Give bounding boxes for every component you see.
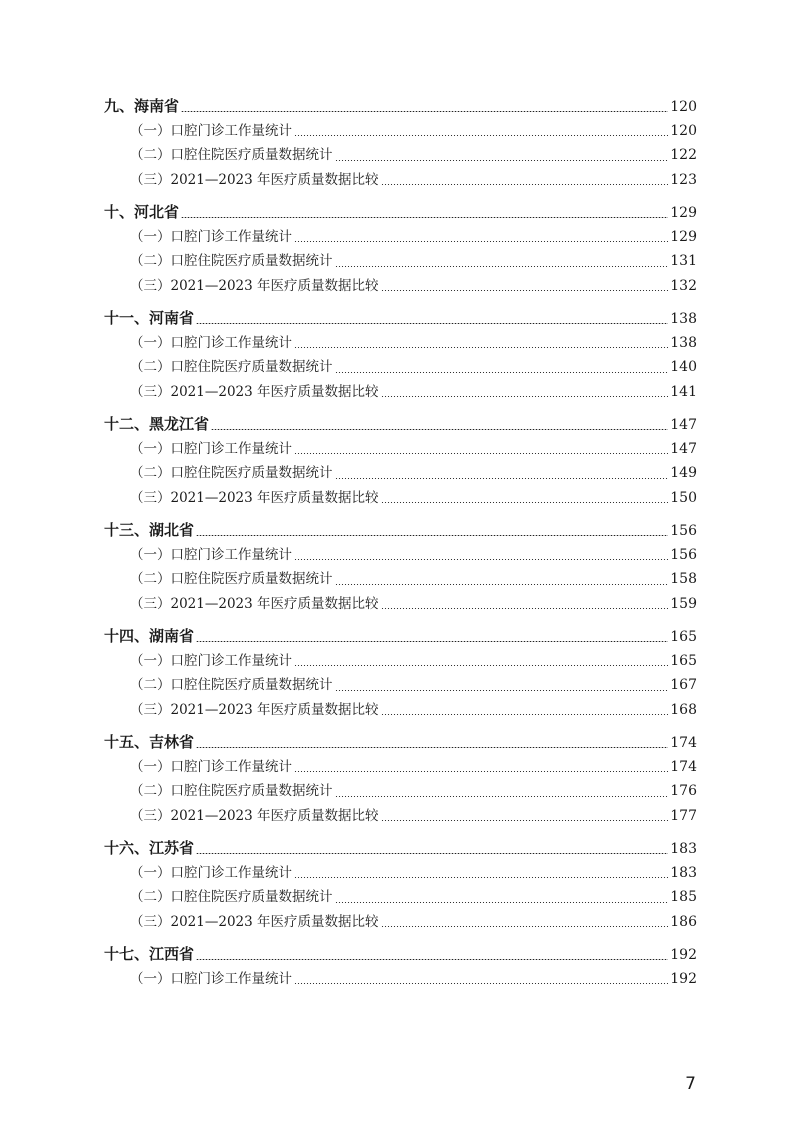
table-of-contents	[104, 94, 697, 991]
toc-subsection-entry[interactable]	[104, 119, 697, 144]
toc-leader-dots	[335, 372, 669, 373]
toc-subsection-page: 147	[670, 440, 697, 457]
toc-leader-dots	[181, 111, 668, 112]
toc-leader-dots	[381, 820, 669, 821]
toc-section-entry[interactable]	[104, 730, 697, 755]
toc-section-entry[interactable]	[104, 200, 697, 225]
toc-subsection-page: 168	[670, 701, 697, 718]
toc-subsection-entry[interactable]	[104, 967, 697, 992]
toc-subsection-page: 176	[670, 783, 697, 799]
toc-subsection-page: 185	[670, 889, 697, 905]
toc-subsection-page: 132	[670, 277, 697, 294]
toc-subsection-entry[interactable]	[104, 673, 697, 698]
toc-section-page: 183	[670, 841, 697, 857]
toc-subsection-title: （一）口腔门诊工作量统计	[130, 652, 292, 669]
toc-subsection-entry[interactable]	[104, 543, 697, 568]
toc-section-title: 十五、吉林省	[104, 733, 195, 751]
toc-subsection-entry[interactable]	[104, 592, 697, 617]
toc-leader-dots	[335, 796, 669, 797]
toc-leader-dots	[381, 290, 669, 291]
toc-subsection-title: （二）口腔住院医疗质量数据统计	[130, 783, 333, 799]
toc-leader-dots	[335, 584, 669, 585]
toc-section-entry[interactable]	[104, 518, 697, 543]
toc-leader-dots	[294, 771, 668, 772]
toc-subsection-page: 183	[670, 864, 697, 881]
toc-subsection-title: （二）口腔住院医疗质量数据统计	[130, 359, 333, 375]
toc-subsection-entry[interactable]	[104, 755, 697, 780]
toc-subsection-page: 131	[670, 253, 697, 269]
toc-section-title: 十四、湖南省	[104, 627, 195, 645]
toc-subsection-title: （一）口腔门诊工作量统计	[130, 228, 292, 245]
toc-section-title: 十七、江西省	[104, 945, 195, 963]
toc-section-title: 九、海南省	[104, 97, 180, 115]
toc-subsection-title: （三）2021—2023 年医疗质量数据比较	[130, 277, 379, 294]
toc-section-entry[interactable]	[104, 624, 697, 649]
toc-section-page: 174	[670, 735, 697, 751]
toc-subsection-title: （二）口腔住院医疗质量数据统计	[130, 465, 333, 481]
toc-section-page: 129	[670, 205, 697, 221]
toc-leader-dots	[294, 665, 668, 666]
toc-subsection-title: （二）口腔住院医疗质量数据统计	[130, 147, 333, 163]
toc-leader-dots	[294, 559, 668, 560]
toc-leader-dots	[294, 983, 668, 984]
toc-section-page: 147	[670, 417, 697, 433]
toc-subsection-entry[interactable]	[104, 698, 697, 723]
toc-section-entry[interactable]	[104, 306, 697, 331]
toc-subsection-entry[interactable]	[104, 331, 697, 356]
toc-leader-dots	[381, 608, 669, 609]
toc-subsection-entry[interactable]	[104, 437, 697, 462]
toc-subsection-title: （三）2021—2023 年医疗质量数据比较	[130, 383, 379, 400]
toc-subsection-entry[interactable]	[104, 274, 697, 299]
toc-subsection-entry[interactable]	[104, 910, 697, 935]
toc-subsection-title: （一）口腔门诊工作量统计	[130, 970, 292, 987]
toc-subsection-page: 123	[670, 171, 697, 188]
toc-subsection-entry[interactable]	[104, 380, 697, 405]
toc-leader-dots	[181, 217, 668, 218]
toc-subsection-title: （三）2021—2023 年医疗质量数据比较	[130, 807, 379, 824]
toc-subsection-title: （一）口腔门诊工作量统计	[130, 334, 292, 351]
toc-subsection-page: 174	[670, 758, 697, 775]
toc-leader-dots	[381, 926, 669, 927]
toc-subsection-entry[interactable]	[104, 567, 697, 592]
toc-subsection-title: （一）口腔门诊工作量统计	[130, 758, 292, 775]
toc-leader-dots	[335, 160, 669, 161]
toc-section-title: 十三、湖北省	[104, 521, 195, 539]
toc-leader-dots	[335, 902, 669, 903]
toc-section-page: 165	[670, 629, 697, 645]
toc-section-page: 192	[670, 947, 697, 963]
toc-subsection-entry[interactable]	[104, 143, 697, 168]
toc-subsection-entry[interactable]	[104, 649, 697, 674]
toc-leader-dots	[294, 347, 668, 348]
toc-subsection-page: 186	[670, 913, 697, 930]
toc-leader-dots	[294, 241, 668, 242]
toc-subsection-title: （一）口腔门诊工作量统计	[130, 122, 292, 139]
toc-subsection-page: 149	[670, 465, 697, 481]
toc-subsection-page: 138	[670, 334, 697, 351]
toc-section-page: 156	[670, 523, 697, 539]
toc-subsection-page: 122	[670, 147, 697, 163]
toc-subsection-entry[interactable]	[104, 168, 697, 193]
toc-subsection-title: （二）口腔住院医疗质量数据统计	[130, 571, 333, 587]
toc-subsection-title: （三）2021—2023 年医疗质量数据比较	[130, 595, 379, 612]
toc-subsection-entry[interactable]	[104, 885, 697, 910]
toc-section-page: 120	[670, 99, 697, 115]
toc-subsection-page: 192	[670, 970, 697, 987]
toc-subsection-entry[interactable]	[104, 249, 697, 274]
toc-leader-dots	[294, 877, 668, 878]
toc-leader-dots	[196, 959, 668, 960]
toc-leader-dots	[335, 690, 669, 691]
toc-section-entry[interactable]	[104, 412, 697, 437]
toc-leader-dots	[196, 747, 668, 748]
toc-leader-dots	[196, 323, 668, 324]
toc-subsection-title: （三）2021—2023 年医疗质量数据比较	[130, 171, 379, 188]
toc-subsection-entry[interactable]	[104, 355, 697, 380]
toc-leader-dots	[381, 396, 669, 397]
toc-subsection-entry[interactable]	[104, 461, 697, 486]
toc-leader-dots	[381, 714, 669, 715]
toc-subsection-page: 167	[670, 677, 697, 693]
toc-section-page: 138	[670, 311, 697, 327]
toc-subsection-page: 140	[670, 359, 697, 375]
toc-subsection-title: （一）口腔门诊工作量统计	[130, 440, 292, 457]
toc-section-title: 十二、黑龙江省	[104, 415, 210, 433]
toc-section-entry[interactable]	[104, 94, 697, 119]
toc-section-title: 十、河北省	[104, 203, 180, 221]
toc-subsection-entry[interactable]	[104, 225, 697, 250]
toc-leader-dots	[381, 502, 669, 503]
toc-subsection-title: （三）2021—2023 年医疗质量数据比较	[130, 701, 379, 718]
toc-leader-dots	[335, 478, 669, 479]
toc-subsection-entry[interactable]	[104, 486, 697, 511]
toc-subsection-title: （三）2021—2023 年医疗质量数据比较	[130, 913, 379, 930]
toc-leader-dots	[294, 135, 668, 136]
toc-subsection-entry[interactable]	[104, 779, 697, 804]
toc-subsection-title: （一）口腔门诊工作量统计	[130, 864, 292, 881]
toc-subsection-page: 150	[670, 489, 697, 506]
toc-leader-dots	[294, 453, 668, 454]
toc-subsection-entry[interactable]	[104, 861, 697, 886]
toc-subsection-page: 159	[670, 595, 697, 612]
page-number: 7	[685, 1074, 696, 1094]
toc-subsection-title: （二）口腔住院医疗质量数据统计	[130, 889, 333, 905]
toc-subsection-page: 120	[670, 122, 697, 139]
toc-section-entry[interactable]	[104, 836, 697, 861]
toc-section-title: 十六、江苏省	[104, 839, 195, 857]
toc-subsection-title: （二）口腔住院医疗质量数据统计	[130, 253, 333, 269]
toc-subsection-page: 156	[670, 546, 697, 563]
toc-leader-dots	[335, 266, 669, 267]
toc-subsection-page: 165	[670, 652, 697, 669]
toc-subsection-page: 177	[670, 807, 697, 824]
toc-subsection-page: 141	[670, 383, 697, 400]
toc-leader-dots	[196, 535, 668, 536]
toc-subsection-page: 158	[670, 571, 697, 587]
toc-section-entry[interactable]	[104, 942, 697, 967]
toc-section-title: 十一、河南省	[104, 309, 195, 327]
toc-subsection-title: （二）口腔住院医疗质量数据统计	[130, 677, 333, 693]
toc-leader-dots	[196, 641, 668, 642]
toc-leader-dots	[211, 429, 668, 430]
toc-leader-dots	[196, 853, 668, 854]
toc-subsection-page: 129	[670, 228, 697, 245]
toc-subsection-entry[interactable]	[104, 804, 697, 829]
toc-subsection-title: （三）2021—2023 年医疗质量数据比较	[130, 489, 379, 506]
toc-leader-dots	[381, 184, 669, 185]
toc-subsection-title: （一）口腔门诊工作量统计	[130, 546, 292, 563]
